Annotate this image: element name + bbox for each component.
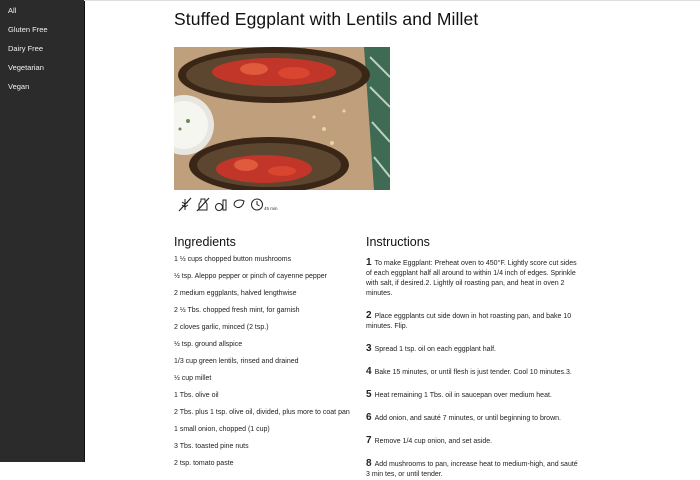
instructions-list <box>366 258 581 480</box>
list-item: 1/3 cup green lentils, rinsed and drained <box>174 358 299 365</box>
no-gluten-icon <box>178 197 192 212</box>
step-number: 6 <box>366 412 372 423</box>
list-item: 2 ½ Tbs. chopped fresh mint, for garnish <box>174 307 300 314</box>
list-item <box>366 459 581 480</box>
clock-icon <box>250 197 264 212</box>
step-text: Add onion, and sauté 7 minutes, or until beginning to brown. <box>374 415 561 422</box>
list-item: 2 cloves garlic, minced (2 tsp.) <box>174 324 269 331</box>
instructions-heading: Instructions <box>366 235 430 249</box>
step-number: 5 <box>366 389 372 400</box>
step-number: 8 <box>366 458 372 469</box>
list-item: ½ cup millet <box>174 375 212 382</box>
step-text: Bake 15 minutes, or until flesh is just tender. Cool 10 minutes.3. <box>374 369 572 376</box>
step-number: 7 <box>366 435 372 446</box>
list-item: 1 Tbs. olive oil <box>174 392 219 399</box>
step-number: 1 <box>366 257 372 268</box>
list-item: 3 Tbs. toasted pine nuts <box>174 443 249 450</box>
ingredients-heading: Ingredients <box>174 235 236 249</box>
recipe-title: Stuffed Eggplant with Lentils and Millet <box>174 9 479 29</box>
sidebar-item-all[interactable]: All <box>8 6 17 15</box>
sidebar-item-dairy-free[interactable]: Dairy Free <box>8 44 44 53</box>
list-item: 1 small onion, chopped (1 cup) <box>174 426 270 433</box>
ingredients-list <box>174 255 354 476</box>
recipe-photo <box>174 47 390 190</box>
step-text: Heat remaining 1 Tbs. oil in saucepan over medium heat. <box>374 392 552 399</box>
sidebar-item-vegan[interactable]: Vegan <box>8 82 30 91</box>
list-item: ½ tsp. ground allspice <box>174 341 243 348</box>
step-text: Spread 1 tsp. oil on each eggplant half. <box>374 346 496 353</box>
list-item <box>366 344 581 355</box>
sidebar <box>0 0 85 462</box>
cook-time-label: 45 min <box>264 206 278 211</box>
sidebar-item-gluten-free[interactable]: Gluten Free <box>8 25 48 34</box>
diet-filter-list <box>0 0 84 101</box>
step-text: Add mushrooms to pan, increase heat to medium-high, and sauté 3 min tes, or until tender. <box>366 461 578 478</box>
step-text: Remove 1/4 cup onion, and set aside. <box>374 438 493 445</box>
vegetarian-icon <box>214 197 228 212</box>
step-text: Place eggplants cut side down in hot roasting pan, and bake 10 minutes. Flip. <box>366 313 572 330</box>
list-item <box>366 413 581 424</box>
list-item: 2 Tbs. plus 1 tsp. olive oil, divided, plus more to coat pan <box>174 409 350 416</box>
step-text: To make Eggplant: Preheat oven to 450°F. Lightly score cut sides of each eggplant half all around to within 1/4 inch of edges. Sprinkle with salt, if desired.2. Lightly oil roasting pan, and heat in oven 2 minutes. <box>366 260 577 297</box>
list-item <box>366 390 581 401</box>
stuffed-eggplant-image <box>174 47 390 190</box>
list-item <box>366 367 581 378</box>
step-number: 4 <box>366 366 372 377</box>
list-item <box>366 258 581 299</box>
list-item <box>366 436 581 447</box>
no-dairy-icon <box>196 197 210 212</box>
step-number: 3 <box>366 343 372 354</box>
list-item: 1 ½ cups chopped button mushrooms <box>174 256 292 263</box>
list-item: ½ tsp. Aleppo pepper or pinch of cayenne pepper <box>174 273 327 280</box>
sidebar-item-vegetarian[interactable]: Vegetarian <box>8 63 44 72</box>
list-item <box>366 311 581 332</box>
step-number: 2 <box>366 310 372 321</box>
vegan-icon <box>232 197 246 212</box>
list-item: 2 medium eggplants, halved lengthwise <box>174 290 297 297</box>
list-item: 2 tsp. tomato paste <box>174 460 234 467</box>
top-divider <box>84 0 700 1</box>
